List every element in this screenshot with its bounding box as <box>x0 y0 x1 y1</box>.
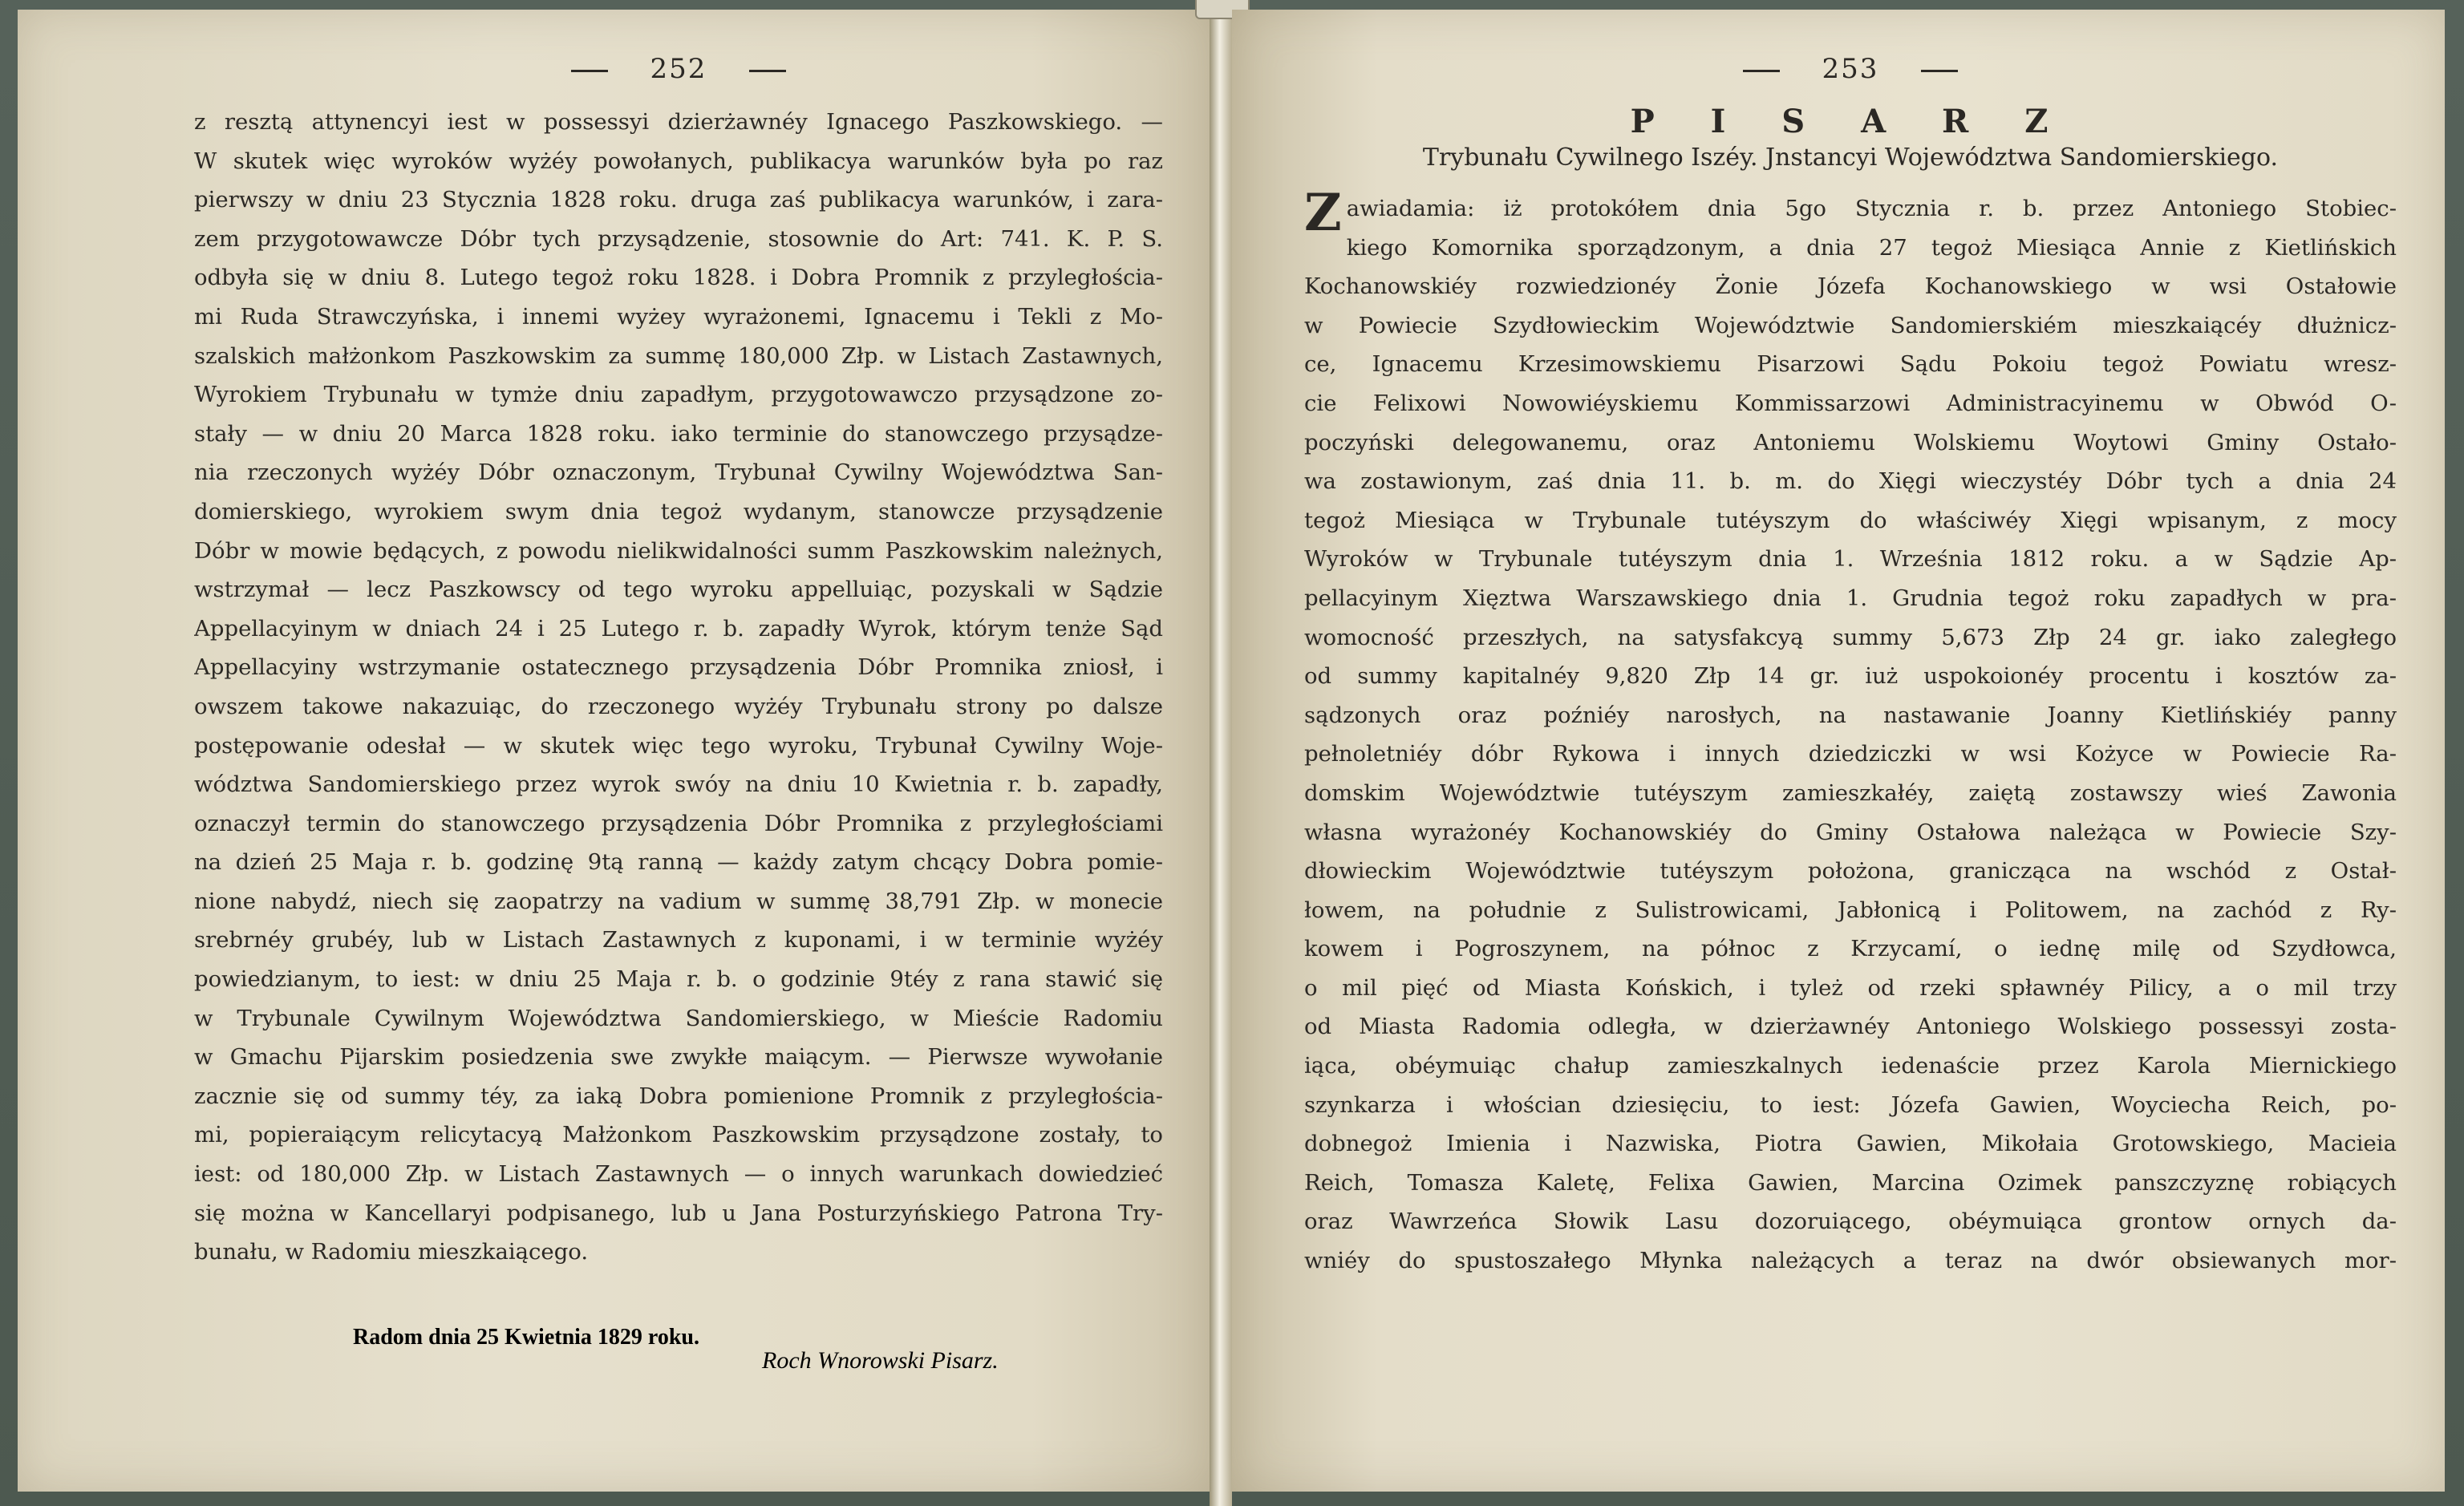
text-line: się można w Kancellaryi podpisanego, lub u Jana Posturzyńskiego Patrona Try- <box>194 1200 1163 1226</box>
text-line: od summy kapitalnéy 9,820 Złp 14 gr. iuż uspokoionéy procentu i kosztów za- <box>1304 663 2397 690</box>
text-line: wa zostawionym, zaś dnia 11. b. m. do Xięgi wieczystéy Dóbr tych a dnia 24 <box>1304 468 2397 495</box>
text-line: sądzonych oraz poźniéy narosłych, na nastawanie Joanny Kietlińskiéy panny <box>1304 702 2397 728</box>
book-gutter <box>1210 0 1232 1506</box>
text-line: wniéy do spustoszałego Młynka należących a teraz na dwór obsiewanych mor- <box>1304 1248 2397 1274</box>
left-page-number: 252 <box>650 53 707 85</box>
left-page <box>18 10 1210 1492</box>
text-line: nione nabydź, niech się zaopatrzy na vadium w summę 38,791 Złp. w monecie <box>194 888 1163 914</box>
text-line: powiedzianym, to iest: w dniu 25 Maja r. b. o godzinie 9téy z rana stawić się <box>194 966 1163 993</box>
text-line: bunału, w Radomiu mieszkaiącego. <box>194 1239 589 1265</box>
text-line: pierwszy w dniu 23 Stycznia 1828 roku. druga zaś publikacya warunków, i zara- <box>194 187 1163 213</box>
text-line: Wyroków w Trybunale tutéyszym dnia 1. Września 1812 roku. a w Sądzie Ap- <box>1304 546 2397 573</box>
text-line: Reich, Tomasza Kaletę, Felixa Gawien, Marcina Ozimek panszczyznę robiących <box>1304 1169 2397 1196</box>
text-line: w Gmachu Pijarskim posiedzenia swe zwykłe maiącym. — Pierwsze wywołanie <box>194 1044 1163 1071</box>
notice-title: P I S A R Z <box>1630 103 2071 140</box>
notice-subtitle: Trybunału Cywilnego Iszéy. Jnstancyi Województwa Sandomierskiego. <box>1422 144 2279 172</box>
text-line: zem przygotowawcze Dóbr tych przysądzenie, stosownie do Art: 741. K. P. S. <box>194 225 1163 252</box>
right-page-header <box>1304 53 2397 85</box>
text-line: dłowieckim Województwie tutéyszym położona, granicząca na wschód z Ostał- <box>1304 858 2397 885</box>
text-line: w Powiecie Szydłowieckim Województwie Sandomierskiém mieszkaiącéy dłużnicz- <box>1304 312 2397 338</box>
text-line: domskim Województwie tutéyszym zamieszkałéy, zaiętą zostawszy wieś Zawonia <box>1304 779 2397 806</box>
text-line: iąca, obéymuiąc chałup zamieszkalnych iedenaście przez Karola Miernickiego <box>1304 1053 2397 1079</box>
text-line: W skutek więc wyroków wyżéy powołanych, publikacya warunków była po raz <box>194 148 1163 174</box>
text-line: Appellacyiny wstrzymanie ostatecznego przysądzenia Dóbr Promnika zniosł, i <box>194 654 1163 681</box>
text-line: pellacyinym Xięztwa Warszawskiego dnia 1. Grudnia tegoż roku zapadłych w pra- <box>1304 585 2397 611</box>
text-line: domierskiego, wyrokiem swym dnia tegoż wydanym, stanowcze przysądzenie <box>194 498 1163 524</box>
text-line: odbyła się w dniu 8. Lutego tegoż roku 1828. i Dobra Promnik z przyległościa- <box>194 265 1163 291</box>
text-line: womocność przeszłych, na satysfakcyą summy 5,673 Złp 24 gr. iako zaległego <box>1304 624 2397 650</box>
place-date: Radom dnia 25 Kwietnia 1829 roku. <box>353 1325 699 1350</box>
text-line: postępowanie odesłał — w skutek więc tego wyroku, Trybunał Cywilny Woje- <box>194 732 1163 759</box>
text-line: cie Felixowi Nowowiéyskiemu Kommissarzowi Administracyinemu w Obwód O- <box>1304 390 2397 416</box>
text-line: w Trybunale Cywilnym Województwa Sandomierskiego, w Mieście Radomiu <box>194 1005 1163 1031</box>
text-line: iest: od 180,000 Złp. w Listach Zastawnych — o innych warunkach dowiedzieć <box>194 1161 1163 1188</box>
text-line: o mil pięć od Miasta Końskich, i tyleż od rzeki spławnéy Pilicy, a o mil trzy <box>1304 974 2397 1001</box>
text-line: awiadamia: iż protokółem dnia 5go Stycznia r. b. przez Antoniego Stobiec- <box>1346 196 2397 221</box>
text-line: szalskich małżonkom Paszkowskim za summę 180,000 Złp. w Listach Zastawnych, <box>194 342 1163 369</box>
text-line: Dóbr w mowie będących, z powodu nielikwidalności summ Paszkowskim należnych, <box>194 537 1163 564</box>
text-line: ce, Ignacemu Krzesimowskiemu Pisarzowi Sądu Pokoiu tegoż Powiatu wresz- <box>1304 351 2397 378</box>
header-dash-left <box>571 70 608 72</box>
text-line: zacznie się od summy téy, za iaką Dobra pomienione Promnik z przyległościa- <box>194 1083 1163 1109</box>
text-line: łowem, na południe z Sulistrowicami, Jabłonicą i Politowem, na zachód z Ry- <box>1304 897 2397 923</box>
header-dash-right <box>749 70 786 72</box>
left-page-body <box>194 103 1163 1272</box>
text-line: Wyrokiem Trybunału w tymże dniu zapadłym, przygotowawczo przysądzone zo- <box>194 382 1163 408</box>
text-line: mi, popieraiącym relicytacyą Małżonkom Paszkowskim przysądzone zostały, to <box>194 1122 1163 1148</box>
text-line: własna wyrażonéy Kochanowskiéy do Gminy Ostałowa należąca w Powiecie Szy- <box>1304 819 2397 845</box>
text-line: poczyński delegowanemu, oraz Antoniemu Wolskiemu Woytowi Gminy Ostało- <box>1304 429 2397 455</box>
header-dash-right <box>1921 70 1958 72</box>
text-line: od Miasta Radomia odległa, w dzierżawnéy Antoniego Wolskiego possessyi zosta- <box>1304 1014 2397 1040</box>
text-line: z resztą attynencyi iest w possessyi dzierżawnéy Ignacego Paszkowskiego. — <box>194 109 1163 135</box>
text-line: pełnoletniéy dóbr Rykowa i innych dziedziczki w wsi Kożyce w Powiecie Ra- <box>1304 741 2397 767</box>
right-page <box>1232 10 2445 1492</box>
text-line: oznaczył termin do stanowczego przysądzenia Dóbr Promnika z przyległościami <box>194 810 1163 836</box>
text-line: kiego Komornika sporządzonym, a dnia 27 tegoż Miesiąca Annie z Kietlińskich <box>1346 234 2397 261</box>
text-line: oraz Wawrzeńca Słowik Lasu dozoruiącego, obéymuiąca grontow ornych da- <box>1304 1208 2397 1235</box>
text-line: wstrzymał — lecz Paszkowscy od tego wyroku appelluiąc, pozyskali w Sądzie <box>194 577 1163 603</box>
text-line: wództwa Sandomierskiego przez wyrok swóy na dniu 10 Kwietnia r. b. zapadły, <box>194 771 1163 798</box>
left-page-header <box>194 53 1163 85</box>
text-line: dobnegoż Imienia i Nazwiska, Piotra Gawien, Mikołaia Grotowskiego, Macieia <box>1304 1131 2397 1157</box>
text-line: mi Ruda Strawczyńska, i innemi wyżey wyrażonemi, Ignacemu i Tekli z Mo- <box>194 303 1163 330</box>
text-line: tegoż Miesiąca w Trybunale tutéyszym do właściwéy Xięgi wpisanym, z mocy <box>1304 507 2397 533</box>
text-line: nia rzeczonych wyżéy Dóbr oznaczonym, Trybunał Cywilny Województwa San- <box>194 459 1163 486</box>
right-page-body <box>1304 183 2397 1281</box>
drop-cap: Z <box>1304 183 1342 243</box>
signature: Roch Wnorowski Pisarz. <box>762 1347 999 1374</box>
text-line: Appellacyinym w dniach 24 i 25 Lutego r. b. zapadły Wyrok, którym tenże Sąd <box>194 615 1163 642</box>
right-page-number: 253 <box>1822 53 1879 85</box>
text-line: szynkarza i włościan dziesięciu, to iest: Józefa Gawien, Woyciecha Reich, po- <box>1304 1091 2397 1118</box>
text-line: stały — w dniu 20 Marca 1828 roku. iako terminie do stanowczego przysądze- <box>194 420 1163 447</box>
text-line: na dzień 25 Maja r. b. godzinę 9tą ranną — każdy zatym chcący Dobra pomie- <box>194 849 1163 876</box>
text-line: Kochanowskiéy rozwiedzionéy Żonie Józefa Kochanowskiego w wsi Ostałowie <box>1304 273 2397 300</box>
text-line: srebrnéy grubéy, lub w Listach Zastawnych z kuponami, i w terminie wyżéy <box>194 927 1163 953</box>
header-dash-left <box>1743 70 1780 72</box>
text-line: owszem takowe nakazuiąc, do rzeczonego wyżéy Trybunału strony po dalsze <box>194 693 1163 719</box>
text-line: kowem i Pogroszynem, na północ z Krzycamí, o iednę milę od Szydłowca, <box>1304 936 2397 962</box>
